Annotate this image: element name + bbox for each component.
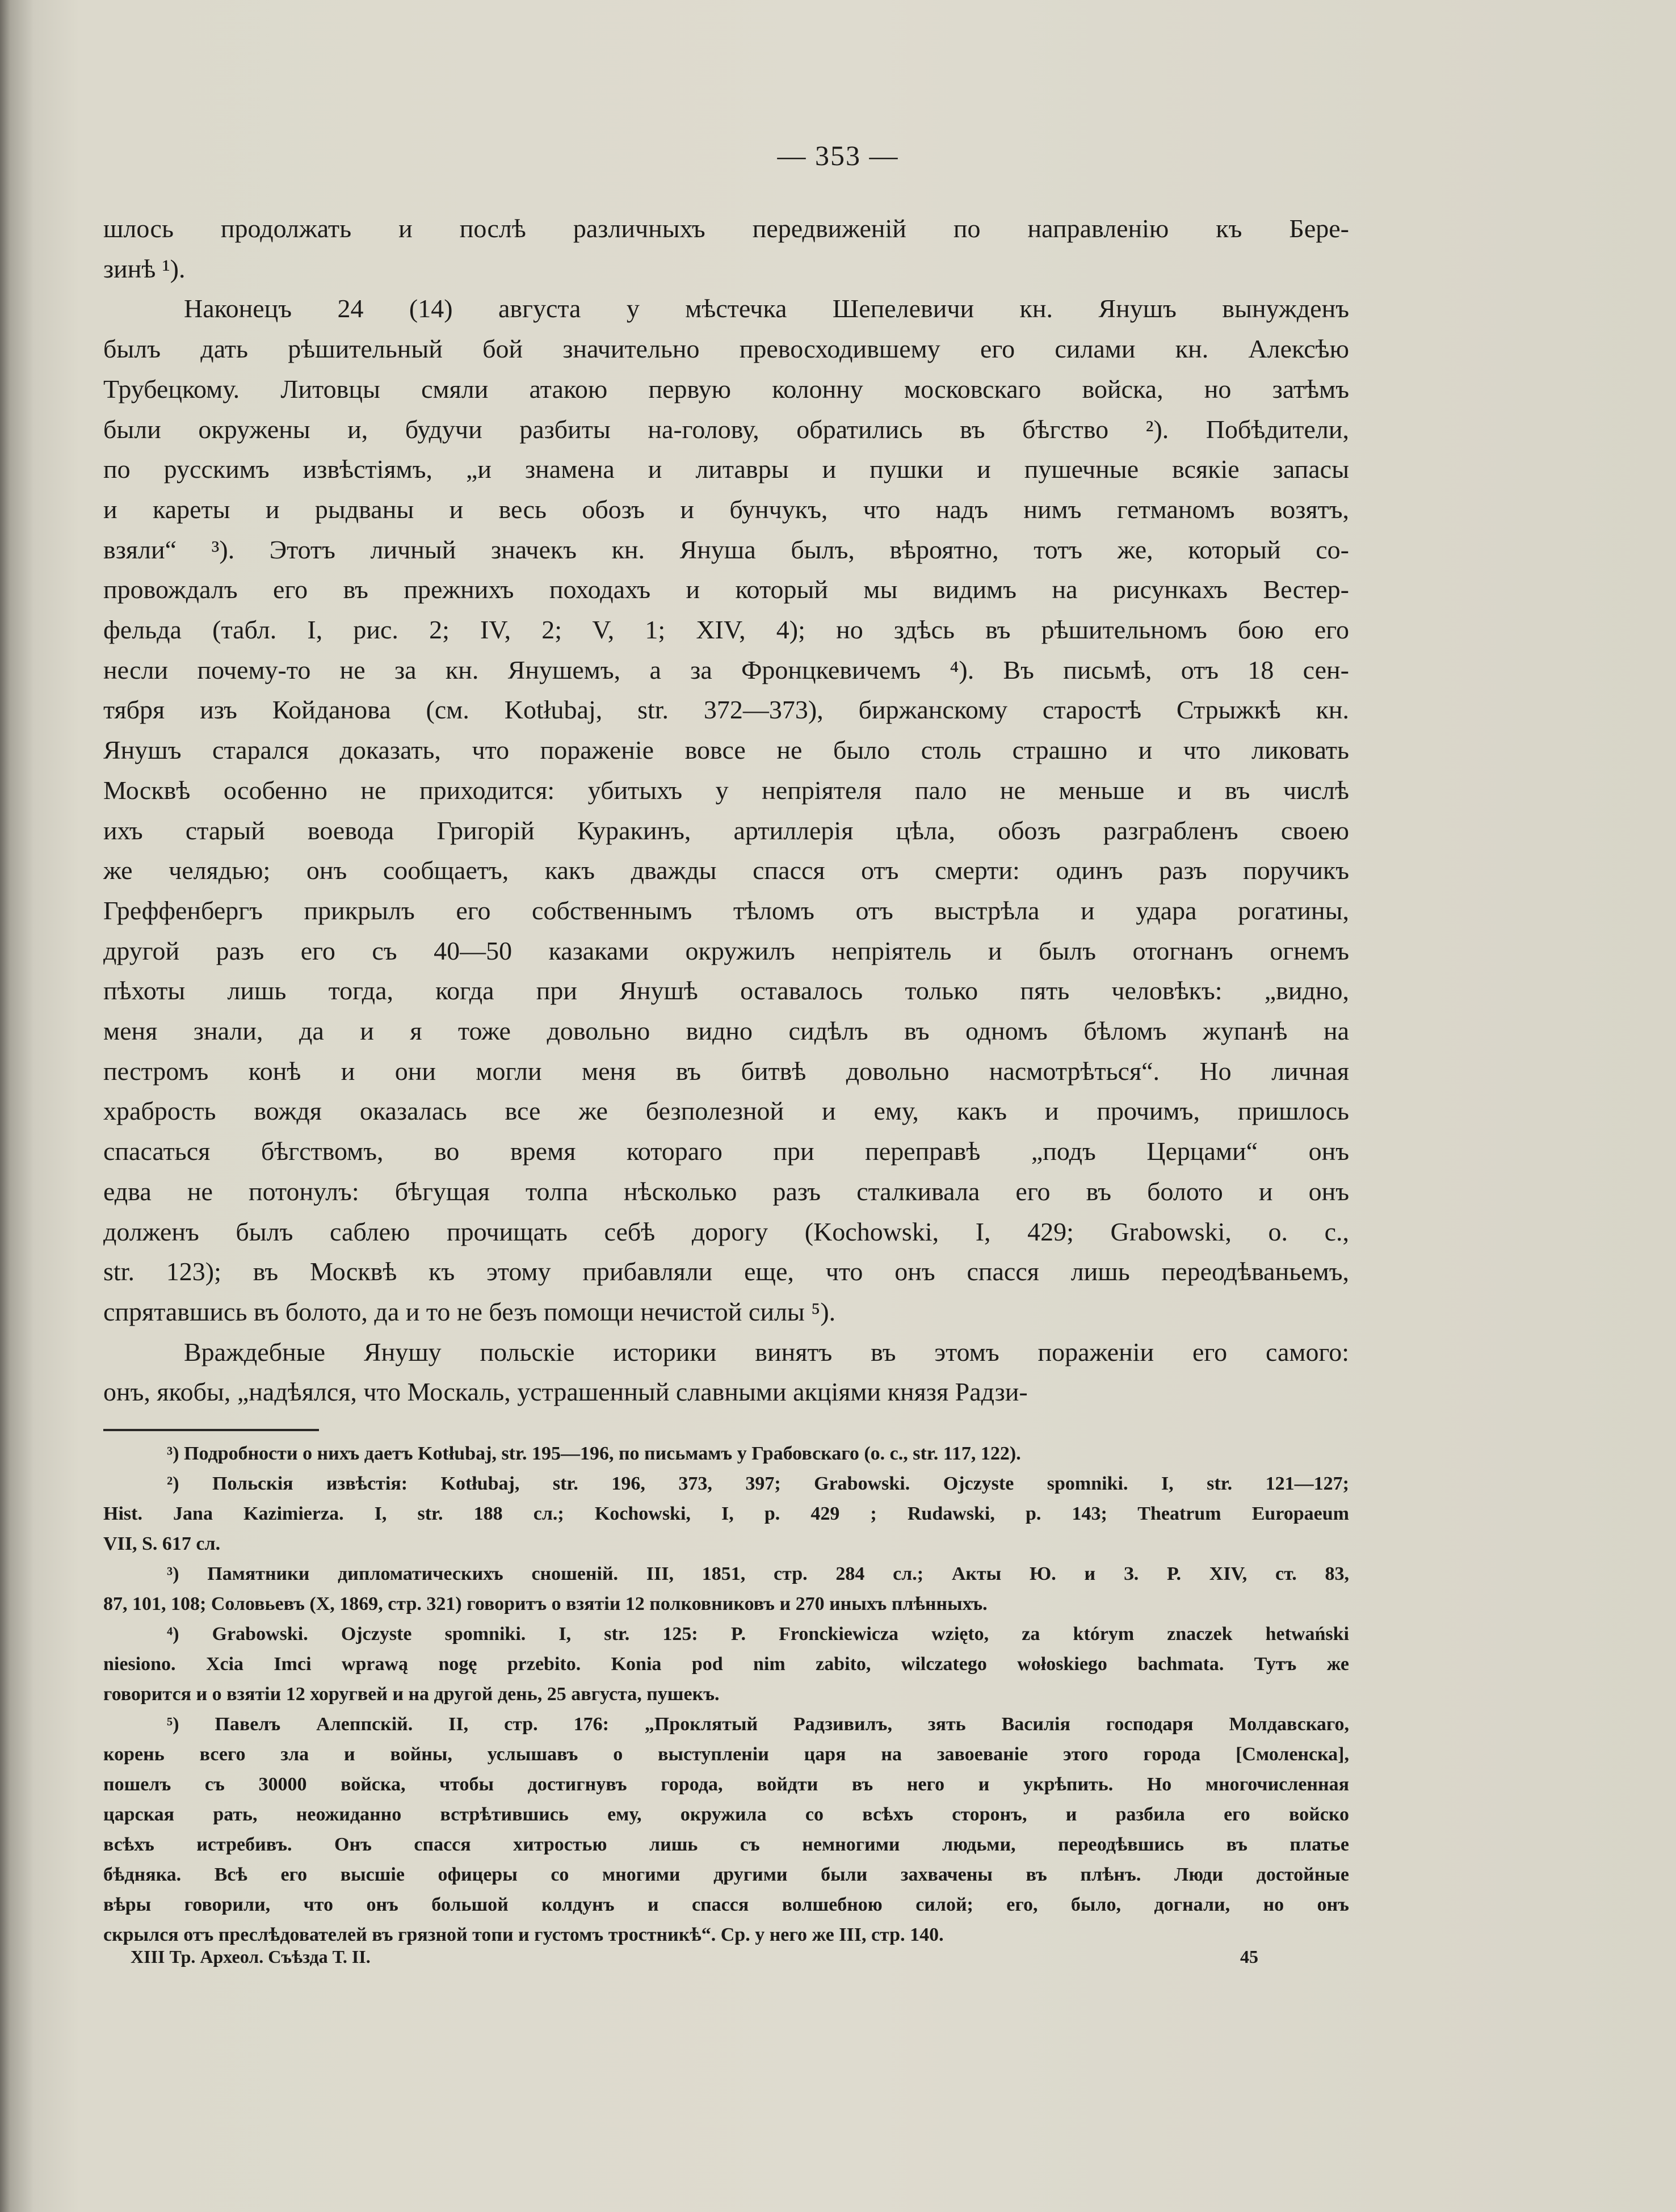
- text-line: спрятавшись въ болото, да и то не безъ помощи нечистой силы ⁵).: [103, 1297, 836, 1326]
- text-line: царская рать, неожиданно встрѣтившись ему, окружила со всѣхъ сторонъ, и разбила его войско: [103, 1804, 1349, 1825]
- text-line: же челядью; онъ сообщаетъ, какъ дважды спасся отъ смерти: одинъ разъ поручикъ: [103, 856, 1349, 885]
- text-line: и кареты и рыдваны и весь обозъ и бунчукъ, что надъ нимъ гетманомъ возятъ,: [103, 494, 1349, 524]
- text-line: ихъ старый воевода Григорій Куракинъ, артиллерія цѣла, обозъ разграбленъ своею: [103, 815, 1349, 845]
- text-line: VII, S. 617 сл.: [103, 1533, 221, 1554]
- text-line: былъ дать рѣшительный бой значительно превосходившему его силами кн. Алексѣю: [103, 334, 1349, 364]
- text-line: пестромъ конѣ и они могли меня въ битвѣ довольно насмотрѣться“. Но личная: [103, 1056, 1349, 1086]
- text-line: ³) Памятники дипломатическихъ сношеній. III, 1851, стр. 284 сл.; Акты Ю. и З. Р. XIV, ст. 83,: [167, 1563, 1349, 1584]
- sheet-number: 45: [1240, 1946, 1258, 1967]
- printer-signature: XIII Тр. Археол. Съѣзда Т. II.: [131, 1946, 371, 1967]
- text-line: спасаться бѣгствомъ, во время котораго при переправѣ „подъ Церцами“ онъ: [103, 1137, 1349, 1166]
- text-line: несли почему-то не за кн. Янушемъ, а за Фронцкевичемъ ⁴). Въ письмѣ, отъ 18 сен-: [103, 655, 1349, 684]
- text-line: онъ, якобы, „надѣялся, что Москаль, устрашенный славными акціями князя Радзи-: [103, 1377, 1028, 1407]
- text-line: шлось продолжать и послѣ различныхъ передвиженій по направленію къ Бере-: [103, 214, 1349, 243]
- footnote: [103, 1619, 1349, 1709]
- text-line: зинѣ ¹).: [103, 254, 186, 283]
- text-line: Враждебные Янушу польскіе историки винятъ въ этомъ пораженіи его самого:: [184, 1337, 1349, 1366]
- text-line: долженъ былъ саблею прочищать себѣ дорогу (Kochowski, I, 429; Grabowski, o. c.,: [103, 1217, 1349, 1246]
- text-line: Янушъ старался доказать, что пораженіе вовсе не было столь страшно и что ликовать: [103, 735, 1349, 765]
- text-line: ⁴) Grabowski. Ojczyste spomniki. I, str. 125: P. Fronckiewicza wzięto, za którym znaczek hetwański: [167, 1624, 1349, 1645]
- text-line: Трубецкому. Литовцы смяли атакою первую колонну московскаго войска, но затѣмъ: [103, 374, 1349, 403]
- text-line: niesiono. Xcia Imci wprawą nogę przebito. Konia pod nim zabito, wilczatego wołoskiego bachmata. Тутъ же: [103, 1654, 1349, 1675]
- text-line: были окружены и, будучи разбиты на-голову, обратились въ бѣгство ²). Побѣдители,: [103, 414, 1349, 444]
- footnote: [103, 1559, 1349, 1619]
- text-line: меня знали, да и я тоже довольно видно сидѣлъ въ одномъ бѣломъ жупанѣ на: [103, 1016, 1349, 1046]
- text-line: вѣры говорили, что онъ большой колдунъ и спасся волшебною силой; его, было, догнали, но онъ: [103, 1894, 1349, 1915]
- text-line: пошелъ съ 30000 войска, чтобы достигнувъ города, войдти въ него и укрѣпить. Но многочисленная: [103, 1774, 1349, 1795]
- text-line: по русскимъ извѣстіямъ, „и знамена и литавры и пушки и пушечные всякіе запасы: [103, 455, 1349, 484]
- footnote: [103, 1439, 1349, 1469]
- text-line: скрылся отъ преслѣдователей въ грязной топи и густомъ тростникѣ“. Ср. у него же III, стр. 140.: [103, 1924, 944, 1945]
- text-line: пѣхоты лишь тогда, когда при Янушѣ оставалось только пять человѣкъ: „видно,: [103, 976, 1349, 1006]
- text-line: ³) Подробности о нихъ даетъ Kotłubaj, str. 195—196, по письмамъ у Грабовскаго (o. c., str. 117, 122).: [167, 1443, 1021, 1464]
- text-line: Наконецъ 24 (14) августа у мѣстечка Шепелевичи кн. Янушъ вынужденъ: [184, 294, 1349, 323]
- text-line: другой разъ его съ 40—50 казаками окружилъ непріятель и былъ отогнанъ огнемъ: [103, 936, 1349, 965]
- text-line: всѣхъ истребивъ. Онъ спасся хитростью лишь съ немногими людьми, переодѣвшись въ платье: [103, 1834, 1349, 1855]
- text-line: ⁵) Павелъ Алеппскій. II, стр. 176: „Проклятый Радзивилъ, зять Василія господаря Молдавскаго,: [167, 1714, 1349, 1735]
- text-line: 87, 101, 108; Соловьевъ (X, 1869, стр. 321) говоритъ о взятіи 12 полковниковъ и 270 иныхъ плѣнныхъ.: [103, 1593, 988, 1614]
- text-line: Греффенбергъ прикрылъ его собственнымъ тѣломъ отъ выстрѣла и удара рогатины,: [103, 895, 1349, 925]
- text-line: фельда (табл. I, рис. 2; IV, 2; V, 1; XIV, 4); но здѣсь въ рѣшительномъ бою его: [103, 615, 1349, 645]
- text-line: взяли“ ³). Этотъ личный значекъ кн. Януша былъ, вѣроятно, тотъ же, который со-: [103, 535, 1349, 564]
- footnote: [103, 1709, 1349, 1950]
- footnote-divider: [103, 1429, 319, 1431]
- text-line: str. 123); въ Москвѣ къ этому прибавляли еще, что онъ спасся лишь переодѣваньемъ,: [103, 1257, 1349, 1286]
- text-line: говорится и о взятіи 12 хоругвей и на другой день, 25 августа, пушекъ.: [103, 1684, 720, 1705]
- main-text: [103, 209, 1349, 1412]
- paragraph: [103, 1332, 1349, 1412]
- text-line: Москвѣ особенно не приходится: убитыхъ у непріятеля пало не меньше и въ числѣ: [103, 775, 1349, 805]
- text-line: Hist. Jana Kazimierza. I, str. 188 сл.; Kochowski, I, p. 429 ; Rudawski, p. 143; Theatrum Europaeum: [103, 1503, 1349, 1524]
- page-number: — 353 —: [777, 140, 899, 171]
- paragraph: [103, 289, 1349, 1332]
- text-line: тября изъ Койданова (см. Kotłubaj, str. 372—373), биржанскому старостѣ Стрыжкѣ кн.: [103, 695, 1349, 725]
- text-line: бѣдняка. Всѣ его высшіе офицеры со многими другими были захвачены въ плѣнъ. Люди достойные: [103, 1864, 1349, 1885]
- text-line: корень всего зла и войны, услышавъ о выступленіи царя на завоеваніе этого города [Смоленска],: [103, 1744, 1349, 1765]
- paragraph: [103, 209, 1349, 289]
- footnotes: [103, 1439, 1349, 1950]
- text-line: едва не потонулъ: бѣгущая толпа нѣсколько разъ сталкивала его въ болото и онъ: [103, 1176, 1349, 1206]
- text-line: храбрость вождя оказалась все же безполезной и ему, какъ и прочимъ, пришлось: [103, 1096, 1349, 1126]
- text-line: провождалъ его въ прежнихъ походахъ и который мы видимъ на рисункахъ Вестер-: [103, 575, 1349, 604]
- footnote: [103, 1469, 1349, 1559]
- text-line: ²) Польскія извѣстія: Kotłubaj, str. 196, 373, 397; Grabowski. Ojczyste spomniki. I, str. 121—127;: [167, 1473, 1349, 1494]
